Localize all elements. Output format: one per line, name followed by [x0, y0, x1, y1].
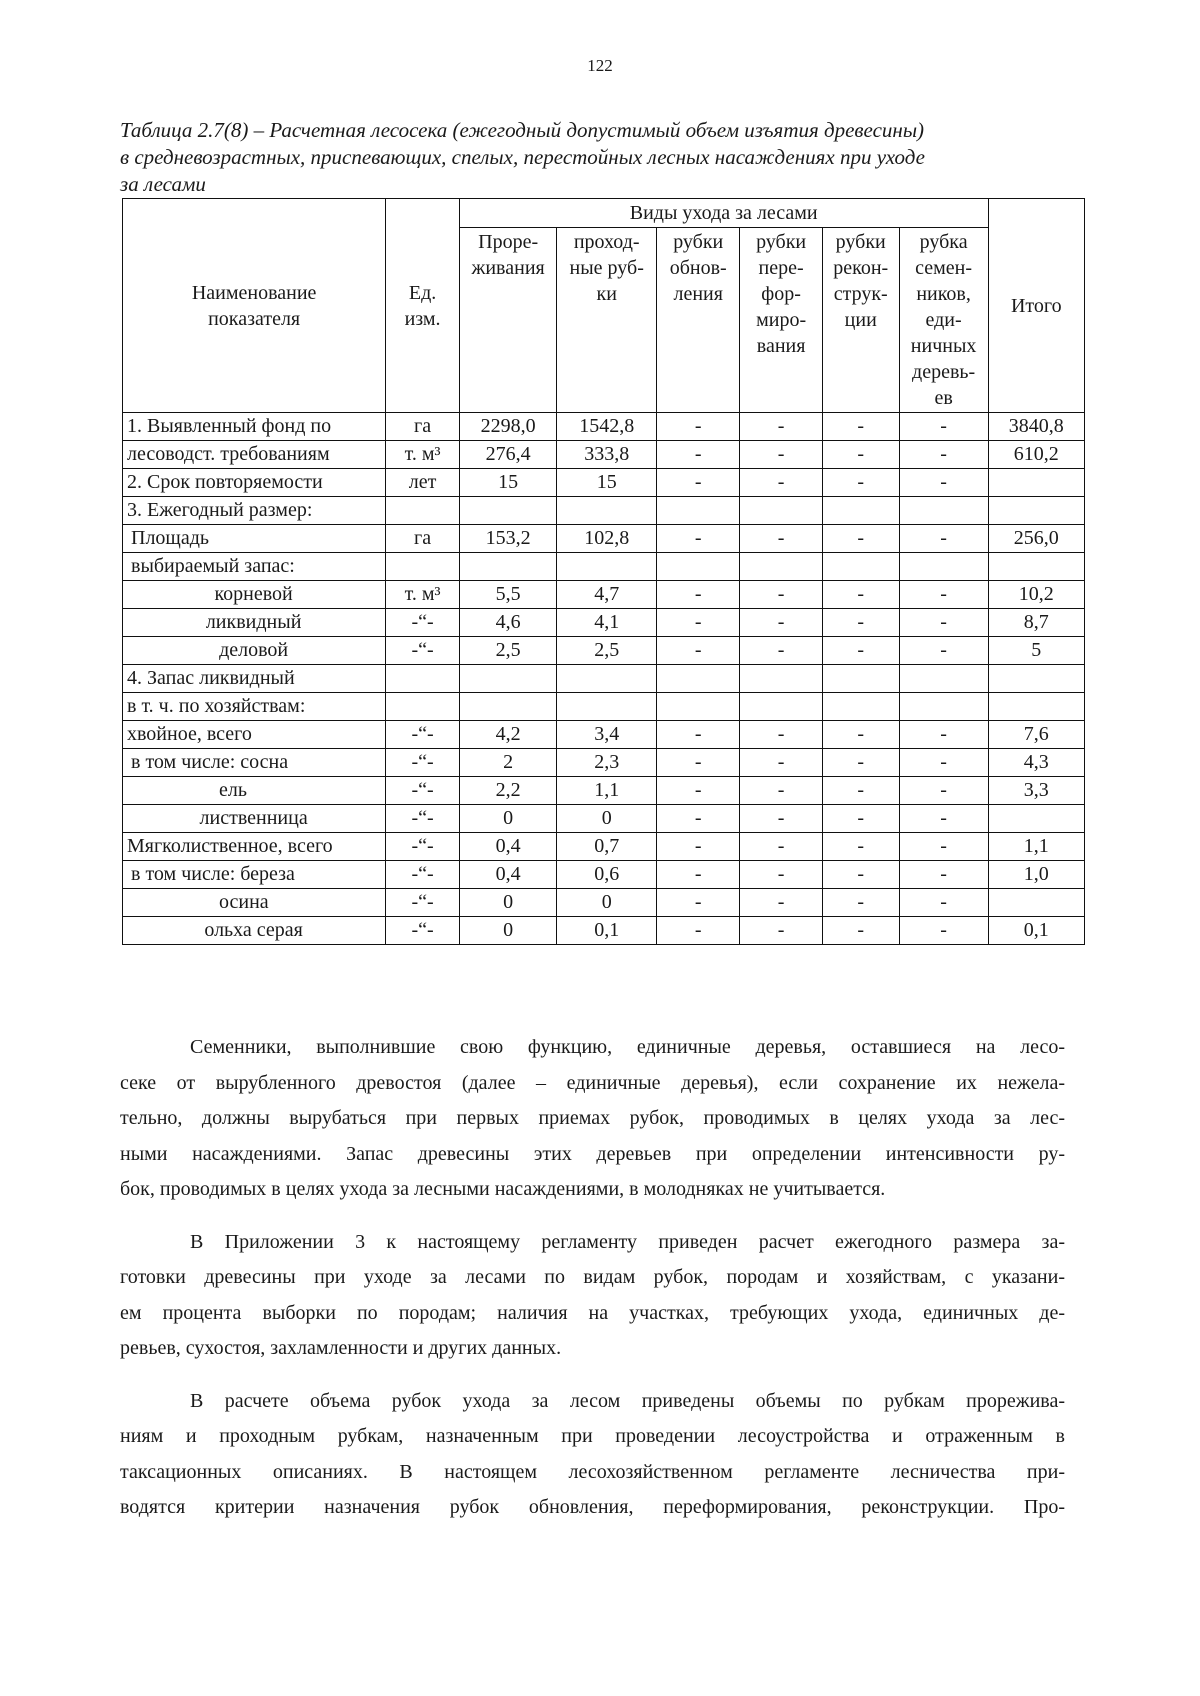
table-body [123, 413, 1085, 945]
header-line: вания [756, 335, 806, 357]
header-care-types: Виды ухода за лесами [459, 199, 988, 228]
header-line: ции [844, 309, 877, 331]
page-number: 122 [587, 56, 613, 75]
value-cell: - [899, 581, 988, 609]
value-cell [822, 665, 899, 693]
value-cell: 4,1 [557, 609, 657, 637]
unit-cell [386, 553, 460, 581]
value-cell: - [822, 861, 899, 889]
value-cell: 3,3 [988, 777, 1084, 805]
value-cell: 4,3 [988, 749, 1084, 777]
value-cell: 5,5 [459, 581, 556, 609]
unit-cell: -“- [386, 637, 460, 665]
value-cell [822, 693, 899, 721]
value-cell: 0 [459, 805, 556, 833]
table-row [123, 917, 1085, 945]
header-line: рубки [756, 231, 807, 253]
header-total [988, 199, 1084, 413]
paragraph-line: ем процента выборки по породам; наличия на участках, требующих ухода, единичных де- [120, 1301, 1065, 1324]
header-line: фор- [761, 283, 801, 305]
table-row [123, 693, 1085, 721]
value-cell: - [740, 525, 822, 553]
row-label: 2. Срок повторяемости [123, 469, 386, 497]
value-cell [459, 553, 556, 581]
value-cell: - [657, 861, 740, 889]
header-unit [386, 199, 460, 413]
value-cell [988, 497, 1084, 525]
paragraph-line: ными насаждениями. Запас древесины этих деревьев при определении интенсивности ру- [120, 1142, 1065, 1165]
value-cell: 610,2 [988, 441, 1084, 469]
header-line: живания [471, 257, 545, 279]
table-row [123, 581, 1085, 609]
header-line: Ед. [408, 281, 437, 304]
header-line: деревь- [912, 361, 976, 383]
body-text [120, 1030, 1065, 1543]
value-cell: - [740, 469, 822, 497]
header-line: пере- [758, 257, 804, 279]
value-cell: - [899, 889, 988, 917]
value-cell: 1,0 [988, 861, 1084, 889]
paragraph-line: готовки древесины при уходе за лесами по видам рубок, породам и хозяйствам, с указани- [120, 1266, 1065, 1288]
paragraph-line: таксационных описаниях. В настоящем лесохозяйственном регламенте лесничества при- [120, 1460, 1065, 1483]
unit-cell [386, 693, 460, 721]
paragraph-line: секе от вырубленного древостоя (далее – единичные деревья), если сохранение их нежела- [120, 1071, 1065, 1094]
unit-cell: -“- [386, 749, 460, 777]
header-line: Итого [1010, 294, 1062, 317]
value-cell: 4,6 [459, 609, 556, 637]
value-cell: - [657, 609, 740, 637]
value-cell [988, 889, 1084, 917]
header-line: ления [673, 283, 723, 305]
value-cell: - [822, 581, 899, 609]
header-line: рубки [835, 231, 886, 253]
value-cell: - [899, 413, 988, 441]
table-row [123, 413, 1085, 441]
table-row [123, 861, 1085, 889]
value-cell: 3,4 [557, 721, 657, 749]
value-cell [899, 693, 988, 721]
header-line: ев [934, 387, 953, 409]
value-cell: - [822, 833, 899, 861]
value-cell: - [657, 833, 740, 861]
value-cell: - [822, 441, 899, 469]
unit-cell: -“- [386, 861, 460, 889]
value-cell: - [899, 469, 988, 497]
value-cell: 3840,8 [988, 413, 1084, 441]
table-row [123, 497, 1085, 525]
value-cell: - [657, 413, 740, 441]
header-renewal-cuts [657, 228, 740, 413]
unit-cell: га [386, 413, 460, 441]
value-cell: 0 [557, 805, 657, 833]
value-cell: - [740, 889, 822, 917]
table-row [123, 777, 1085, 805]
value-cell [899, 665, 988, 693]
value-cell: - [822, 469, 899, 497]
row-label: 4. Запас ликвидный [123, 665, 386, 693]
value-cell: - [657, 721, 740, 749]
row-label: лиственница [123, 805, 386, 833]
value-cell: - [657, 581, 740, 609]
header-line: изм. [404, 307, 441, 330]
unit-cell: -“- [386, 805, 460, 833]
table-row [123, 609, 1085, 637]
paragraph-line: бок, проводимых в целях ухода за лесными насаждениями, в молодняках не учитывается. [120, 1178, 886, 1200]
value-cell: 333,8 [557, 441, 657, 469]
row-label: ликвидный [123, 609, 386, 637]
table-row [123, 889, 1085, 917]
caption-line: в средневозрастных, приспевающих, спелых, перестойных лесных насаждениях при уходе [120, 145, 925, 169]
header-line: рубка [919, 231, 968, 253]
header-seed-tree-cuts [899, 228, 988, 413]
paragraph-line: тельно, должны вырубаться при первых приемах рубок, проводимых в целях ухода за лес- [120, 1107, 1065, 1129]
header-line: семен- [915, 257, 973, 279]
value-cell [459, 693, 556, 721]
value-cell: - [822, 637, 899, 665]
unit-cell: га [386, 525, 460, 553]
header-line: ничных [910, 335, 977, 357]
table-row [123, 833, 1085, 861]
value-cell: 0 [459, 889, 556, 917]
value-cell: - [899, 861, 988, 889]
header-line: ников, [916, 283, 971, 305]
value-cell: 2 [459, 749, 556, 777]
value-cell: 2,2 [459, 777, 556, 805]
header-line: ки [596, 283, 617, 305]
paragraph-line: В расчете объема рубок ухода за лесом приведены объемы по рубкам прорежива- [190, 1389, 1065, 1412]
value-cell [899, 497, 988, 525]
header-line: проход- [573, 231, 640, 253]
header-line: рекон- [833, 257, 889, 279]
unit-cell: -“- [386, 917, 460, 945]
value-cell [988, 693, 1084, 721]
value-cell: - [740, 833, 822, 861]
value-cell: 0,4 [459, 833, 556, 861]
row-label: хвойное, всего [123, 721, 386, 749]
value-cell: 2,5 [557, 637, 657, 665]
header-line: рубки [673, 231, 724, 253]
value-cell: - [822, 721, 899, 749]
header-thinning [459, 228, 556, 413]
caption-line: Таблица 2.7(8) – Расчетная лесосека (ежегодный допустимый объем изъятия древесины) [120, 118, 925, 142]
unit-cell: -“- [386, 609, 460, 637]
value-cell: - [822, 749, 899, 777]
header-passing-cuts [557, 228, 657, 413]
header-line: показателя [208, 307, 301, 330]
value-cell: 1,1 [557, 777, 657, 805]
value-cell: 8,7 [988, 609, 1084, 637]
value-cell: - [899, 805, 988, 833]
value-cell: 0,1 [988, 917, 1084, 945]
unit-cell: -“- [386, 777, 460, 805]
value-cell [740, 665, 822, 693]
header-indicator-name [123, 199, 386, 413]
value-cell: - [740, 721, 822, 749]
value-cell [988, 469, 1084, 497]
row-label: выбираемый запас: [123, 553, 386, 581]
value-cell: 15 [557, 469, 657, 497]
value-cell: - [822, 917, 899, 945]
paragraph-line: ревьев, сухостоя, захламленности и других данных. [120, 1337, 562, 1359]
value-cell: - [657, 805, 740, 833]
value-cell [657, 693, 740, 721]
value-cell: - [740, 917, 822, 945]
value-cell: - [899, 833, 988, 861]
value-cell [822, 553, 899, 581]
caption-line: за лесами [120, 172, 206, 196]
table-row [123, 469, 1085, 497]
row-label: в т. ч. по хозяйствам: [123, 693, 386, 721]
value-cell: - [657, 525, 740, 553]
value-cell: 256,0 [988, 525, 1084, 553]
header-line: Проре- [478, 231, 539, 253]
row-label: в том числе: береза [123, 861, 386, 889]
row-label: в том числе: сосна [123, 749, 386, 777]
value-cell [657, 553, 740, 581]
value-cell: 2,3 [557, 749, 657, 777]
value-cell: - [657, 777, 740, 805]
table-row [123, 721, 1085, 749]
header-line: обнов- [669, 257, 727, 279]
unit-cell: -“- [386, 721, 460, 749]
value-cell: - [657, 889, 740, 917]
header-line: ные руб- [569, 257, 644, 279]
value-cell: 0,6 [557, 861, 657, 889]
value-cell [657, 497, 740, 525]
value-cell [988, 805, 1084, 833]
value-cell: 1542,8 [557, 413, 657, 441]
value-cell: - [740, 441, 822, 469]
value-cell: 2298,0 [459, 413, 556, 441]
value-cell: - [899, 917, 988, 945]
value-cell: - [657, 917, 740, 945]
header-line: миро- [756, 309, 807, 331]
value-cell: - [822, 805, 899, 833]
value-cell: - [657, 749, 740, 777]
value-cell: - [740, 749, 822, 777]
value-cell: - [657, 637, 740, 665]
table-row [123, 553, 1085, 581]
value-cell: - [899, 777, 988, 805]
value-cell: 0,7 [557, 833, 657, 861]
value-cell: 0 [459, 917, 556, 945]
value-cell: - [740, 637, 822, 665]
value-cell: 0,4 [459, 861, 556, 889]
row-label: деловой [123, 637, 386, 665]
row-label: 3. Ежегодный размер: [123, 497, 386, 525]
value-cell: 4,2 [459, 721, 556, 749]
value-cell: 153,2 [459, 525, 556, 553]
paragraph-line: Семенники, выполнившие свою функцию, единичные деревья, оставшиеся на лесо- [190, 1036, 1065, 1058]
value-cell: - [740, 861, 822, 889]
value-cell: 102,8 [557, 525, 657, 553]
row-label: 1. Выявленный фонд по [123, 413, 386, 441]
row-label: Мягколиственное, всего [123, 833, 386, 861]
paragraph-line: водятся критерии назначения рубок обновления, переформирования, реконструкции. Про- [120, 1496, 1065, 1518]
value-cell [557, 665, 657, 693]
unit-cell: т. м³ [386, 441, 460, 469]
value-cell [988, 665, 1084, 693]
value-cell [557, 497, 657, 525]
value-cell [557, 693, 657, 721]
value-cell: - [899, 749, 988, 777]
table-caption [120, 117, 1080, 198]
value-cell: - [822, 413, 899, 441]
table-row [123, 637, 1085, 665]
paragraph [120, 1030, 1065, 1208]
value-cell: - [822, 525, 899, 553]
row-label: корневой [123, 581, 386, 609]
value-cell: - [657, 469, 740, 497]
table-row [123, 441, 1085, 469]
unit-cell [386, 497, 460, 525]
value-cell: - [740, 609, 822, 637]
value-cell [459, 497, 556, 525]
paragraph-line: В Приложении 3 к настоящему регламенту приведен расчет ежегодного размера за- [190, 1230, 1065, 1253]
value-cell: - [740, 805, 822, 833]
value-cell: - [899, 441, 988, 469]
value-cell [557, 553, 657, 581]
value-cell: 1,1 [988, 833, 1084, 861]
unit-cell: лет [386, 469, 460, 497]
value-cell: 7,6 [988, 721, 1084, 749]
value-cell [899, 553, 988, 581]
value-cell: 0,1 [557, 917, 657, 945]
value-cell: - [740, 777, 822, 805]
value-cell: 2,5 [459, 637, 556, 665]
row-label: ольха серая [123, 917, 386, 945]
value-cell [822, 497, 899, 525]
paragraph [120, 1225, 1065, 1367]
unit-cell [386, 665, 460, 693]
paragraph-line: ниям и проходным рубкам, назначенным при проведении лесоустройства и отраженным в [120, 1425, 1065, 1447]
value-cell [657, 665, 740, 693]
unit-cell: -“- [386, 889, 460, 917]
header-line: Наименование [191, 281, 317, 304]
value-cell: - [740, 581, 822, 609]
value-cell: - [899, 609, 988, 637]
unit-cell: -“- [386, 833, 460, 861]
header-reformation-cuts [740, 228, 822, 413]
value-cell: 4,7 [557, 581, 657, 609]
table-row [123, 749, 1085, 777]
value-cell: 5 [988, 637, 1084, 665]
value-cell: 276,4 [459, 441, 556, 469]
value-cell [740, 497, 822, 525]
value-cell [988, 553, 1084, 581]
value-cell: - [822, 889, 899, 917]
value-cell [740, 693, 822, 721]
value-cell: - [740, 413, 822, 441]
value-cell [459, 665, 556, 693]
paragraph [120, 1384, 1065, 1526]
row-label: ель [123, 777, 386, 805]
value-cell: - [899, 721, 988, 749]
header-reconstruction-cuts [822, 228, 899, 413]
value-cell [740, 553, 822, 581]
value-cell: 0 [557, 889, 657, 917]
unit-cell: т. м³ [386, 581, 460, 609]
row-label: лесоводст. требованиям [123, 441, 386, 469]
table-row [123, 525, 1085, 553]
value-cell: - [899, 637, 988, 665]
allowable-cut-table [122, 198, 1085, 945]
value-cell: - [822, 777, 899, 805]
table-row [123, 665, 1085, 693]
row-label: осина [123, 889, 386, 917]
table-row [123, 805, 1085, 833]
value-cell: 10,2 [988, 581, 1084, 609]
row-label: Площадь [123, 525, 386, 553]
value-cell: 15 [459, 469, 556, 497]
header-line: струк- [833, 283, 888, 305]
value-cell: - [822, 609, 899, 637]
value-cell: - [899, 525, 988, 553]
header-line: еди- [925, 309, 962, 331]
value-cell: - [657, 441, 740, 469]
